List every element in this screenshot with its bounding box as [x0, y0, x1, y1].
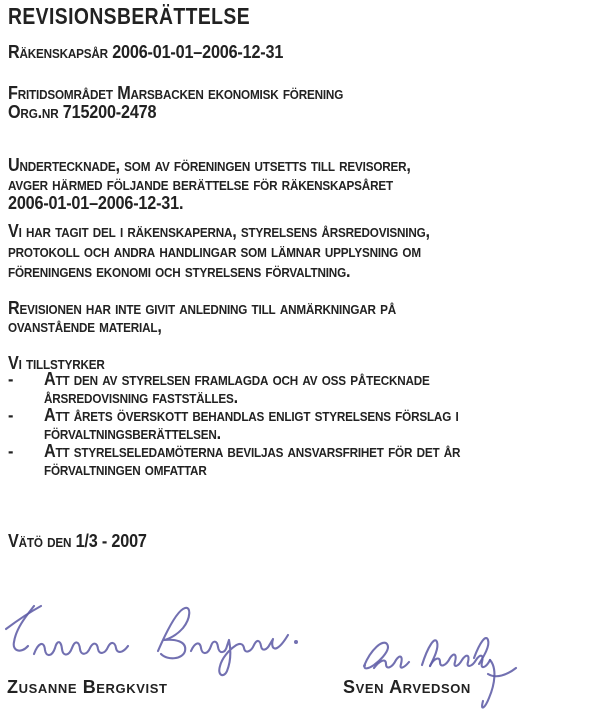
recommendations-heading: Vi tillstyrker	[8, 353, 105, 373]
place-date-line: Vätö den 1/3 - 2007	[8, 531, 147, 551]
text-line: föreningens ekonomi och styrelsens förvaltning.	[8, 261, 351, 281]
text-line: årsredovisning fastställes.	[44, 387, 238, 407]
bullet-marker: -	[8, 441, 14, 461]
text-line: förvaltningsberättelsen.	[44, 423, 221, 443]
organisation-number: Org.nr 715200-2478	[8, 102, 157, 122]
recommendation-text	[44, 370, 430, 406]
accounting-period-line: Räkenskapsår 2006-01-01–2006-12-31	[8, 42, 284, 62]
document-title: REVISIONSBERÄTTELSE	[8, 3, 251, 29]
bullet-marker: -	[8, 405, 14, 425]
text-line: protokoll och andra handlingar som lämnar upplysning om	[8, 241, 421, 261]
recommendations-list	[8, 370, 460, 478]
text-line: Vi har tagit del i räkenskaperna, styrelsens årsredovisning,	[8, 221, 430, 241]
signatory-name-right: Sven Arvedson	[343, 677, 471, 697]
organisation-block	[8, 84, 343, 122]
text-line: Att den av styrelsen framlagda och av oss påtecknade	[44, 369, 430, 389]
text-line: Att årets överskott behandlas enligt styrelsens förslag i	[44, 405, 459, 425]
text-line: förvaltningen omfattar	[44, 459, 207, 479]
organisation-name: Fritidsområdet Marsbacken ekonomisk förening	[8, 83, 344, 103]
recommendation-text	[44, 442, 460, 478]
recommendation-item	[8, 370, 460, 406]
bullet-marker: -	[8, 369, 14, 389]
signatory-name-left: Zusanne Bergkvist	[7, 677, 168, 697]
paragraph-intro	[8, 156, 411, 213]
paragraph-review-scope	[8, 221, 430, 281]
recommendation-item	[8, 406, 460, 442]
handwritten-signature-zusanne-bergkvist	[0, 598, 302, 686]
text-line: ovanstående material,	[8, 316, 162, 336]
text-line: avger härmed följande berättelse för räkenskapsåret	[8, 174, 393, 194]
text-line: Revisionen har inte givit anledning till anmärkningar på	[8, 298, 397, 318]
recommendation-text	[44, 406, 459, 442]
text-line: Att styrelseledamöterna beviljas ansvarsfrihet för det år	[44, 441, 461, 461]
text-line: 2006-01-01–2006-12-31.	[8, 193, 184, 213]
text-line: Undertecknade, som av föreningen utsetts till revisorer,	[8, 155, 411, 175]
paragraph-findings	[8, 299, 396, 335]
recommendation-item	[8, 442, 460, 478]
